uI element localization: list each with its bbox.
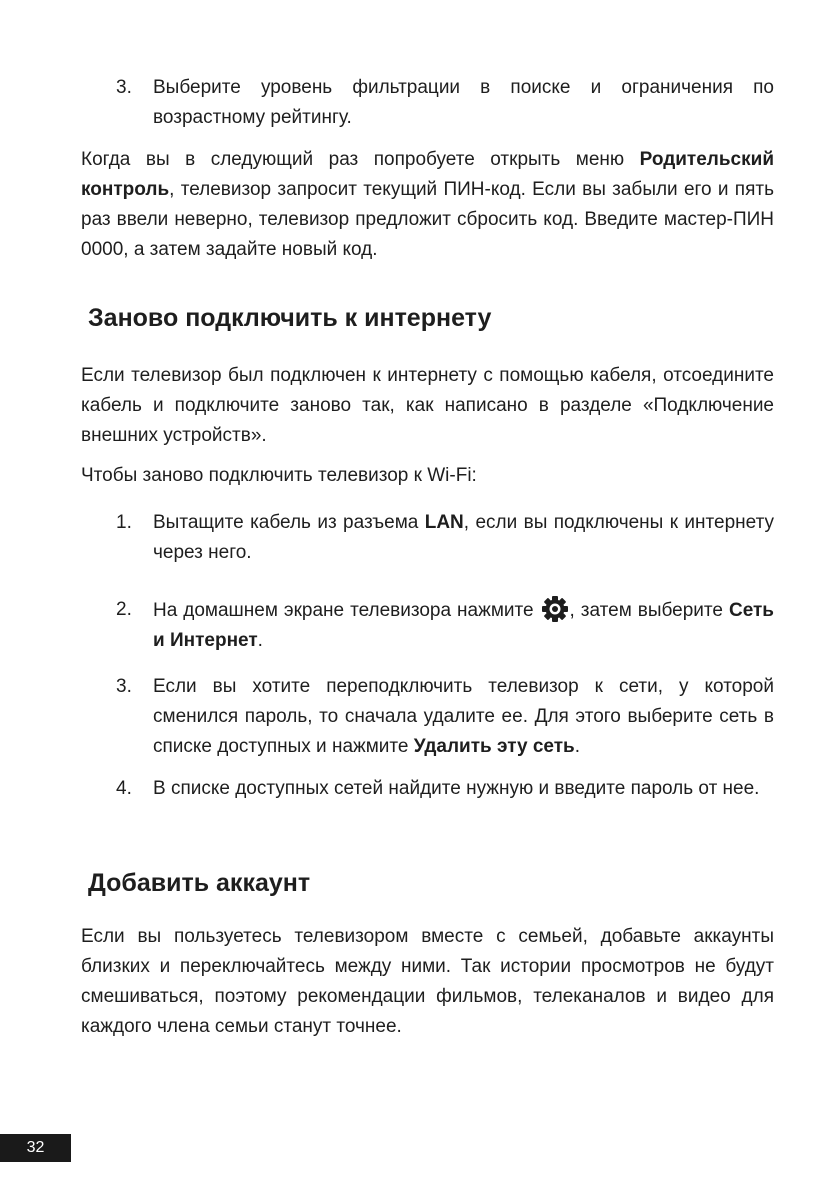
list-number: 3.: [116, 77, 132, 98]
list-number: 3.: [116, 676, 132, 697]
reconnect-wifi-intro: Чтобы заново подключить телевизор к Wi-Fi:: [81, 465, 477, 486]
add-account-paragraph: Если вы пользуетесь телевизором вместе с семьей, добавьте аккаунты близких и переключайтесь между ними. Так истории просмотров не будут смешиваться, поэтому рекомендации фильмов, телеканалов и видео для каждого члена семьи станут точнее.: [81, 926, 774, 1037]
lan-term: LAN: [424, 512, 464, 533]
list-text: На домашнем экране телевизора нажмите , затем выберите Сеть и Интернет.: [153, 595, 774, 656]
gear-icon: [541, 595, 569, 623]
list-number: 2.: [116, 599, 132, 620]
step-remove-cable: [116, 508, 774, 568]
parental-control-term: Родительский контроль: [81, 149, 774, 200]
list-text: Если вы хотите переподключить телевизор к сети, у которой сменился пароль, то сначала удалите ее. Для этого выберите сеть в списке доступных и нажмите Удалить эту сеть.: [153, 676, 774, 757]
list-text: Выберите уровень фильтрации в поиске и ограничения по возрастному рейтингу.: [153, 77, 774, 128]
list-number: 1.: [116, 512, 132, 533]
list-text: В списке доступных сетей найдите нужную и введите пароль от нее.: [153, 778, 760, 799]
reconnect-cable-paragraph: Если телевизор был подключен к интернету с помощью кабеля, отсоедините кабель и подключите заново так, как написано в разделе «Подключение внешних устройств».: [81, 365, 774, 446]
list-item-filter-level: [116, 73, 774, 133]
step-forget-network: [116, 672, 774, 762]
heading-reconnect-internet: Заново подключить к интернету: [88, 304, 492, 332]
list-text: Вытащите кабель из разъема LAN, если вы подключены к интернету через него.: [153, 512, 774, 563]
parental-control-paragraph: Когда вы в следующий раз попробуете открыть меню Родительский контроль, телевизор запросит текущий ПИН-код. Если вы забыли его и пять раз ввели неверно, телевизор предложит сбросить код. Введите мастер-ПИН 0000, а затем задайте новый код.: [81, 149, 774, 260]
step-open-settings: [116, 595, 774, 656]
network-internet-term: Сеть и Интернет: [153, 600, 774, 651]
step-enter-password: [116, 774, 774, 804]
delete-network-term: Удалить эту сеть: [413, 736, 575, 757]
list-number: 4.: [116, 778, 132, 799]
page-number: 32: [0, 1134, 71, 1162]
heading-add-account: Добавить аккаунт: [88, 869, 311, 897]
